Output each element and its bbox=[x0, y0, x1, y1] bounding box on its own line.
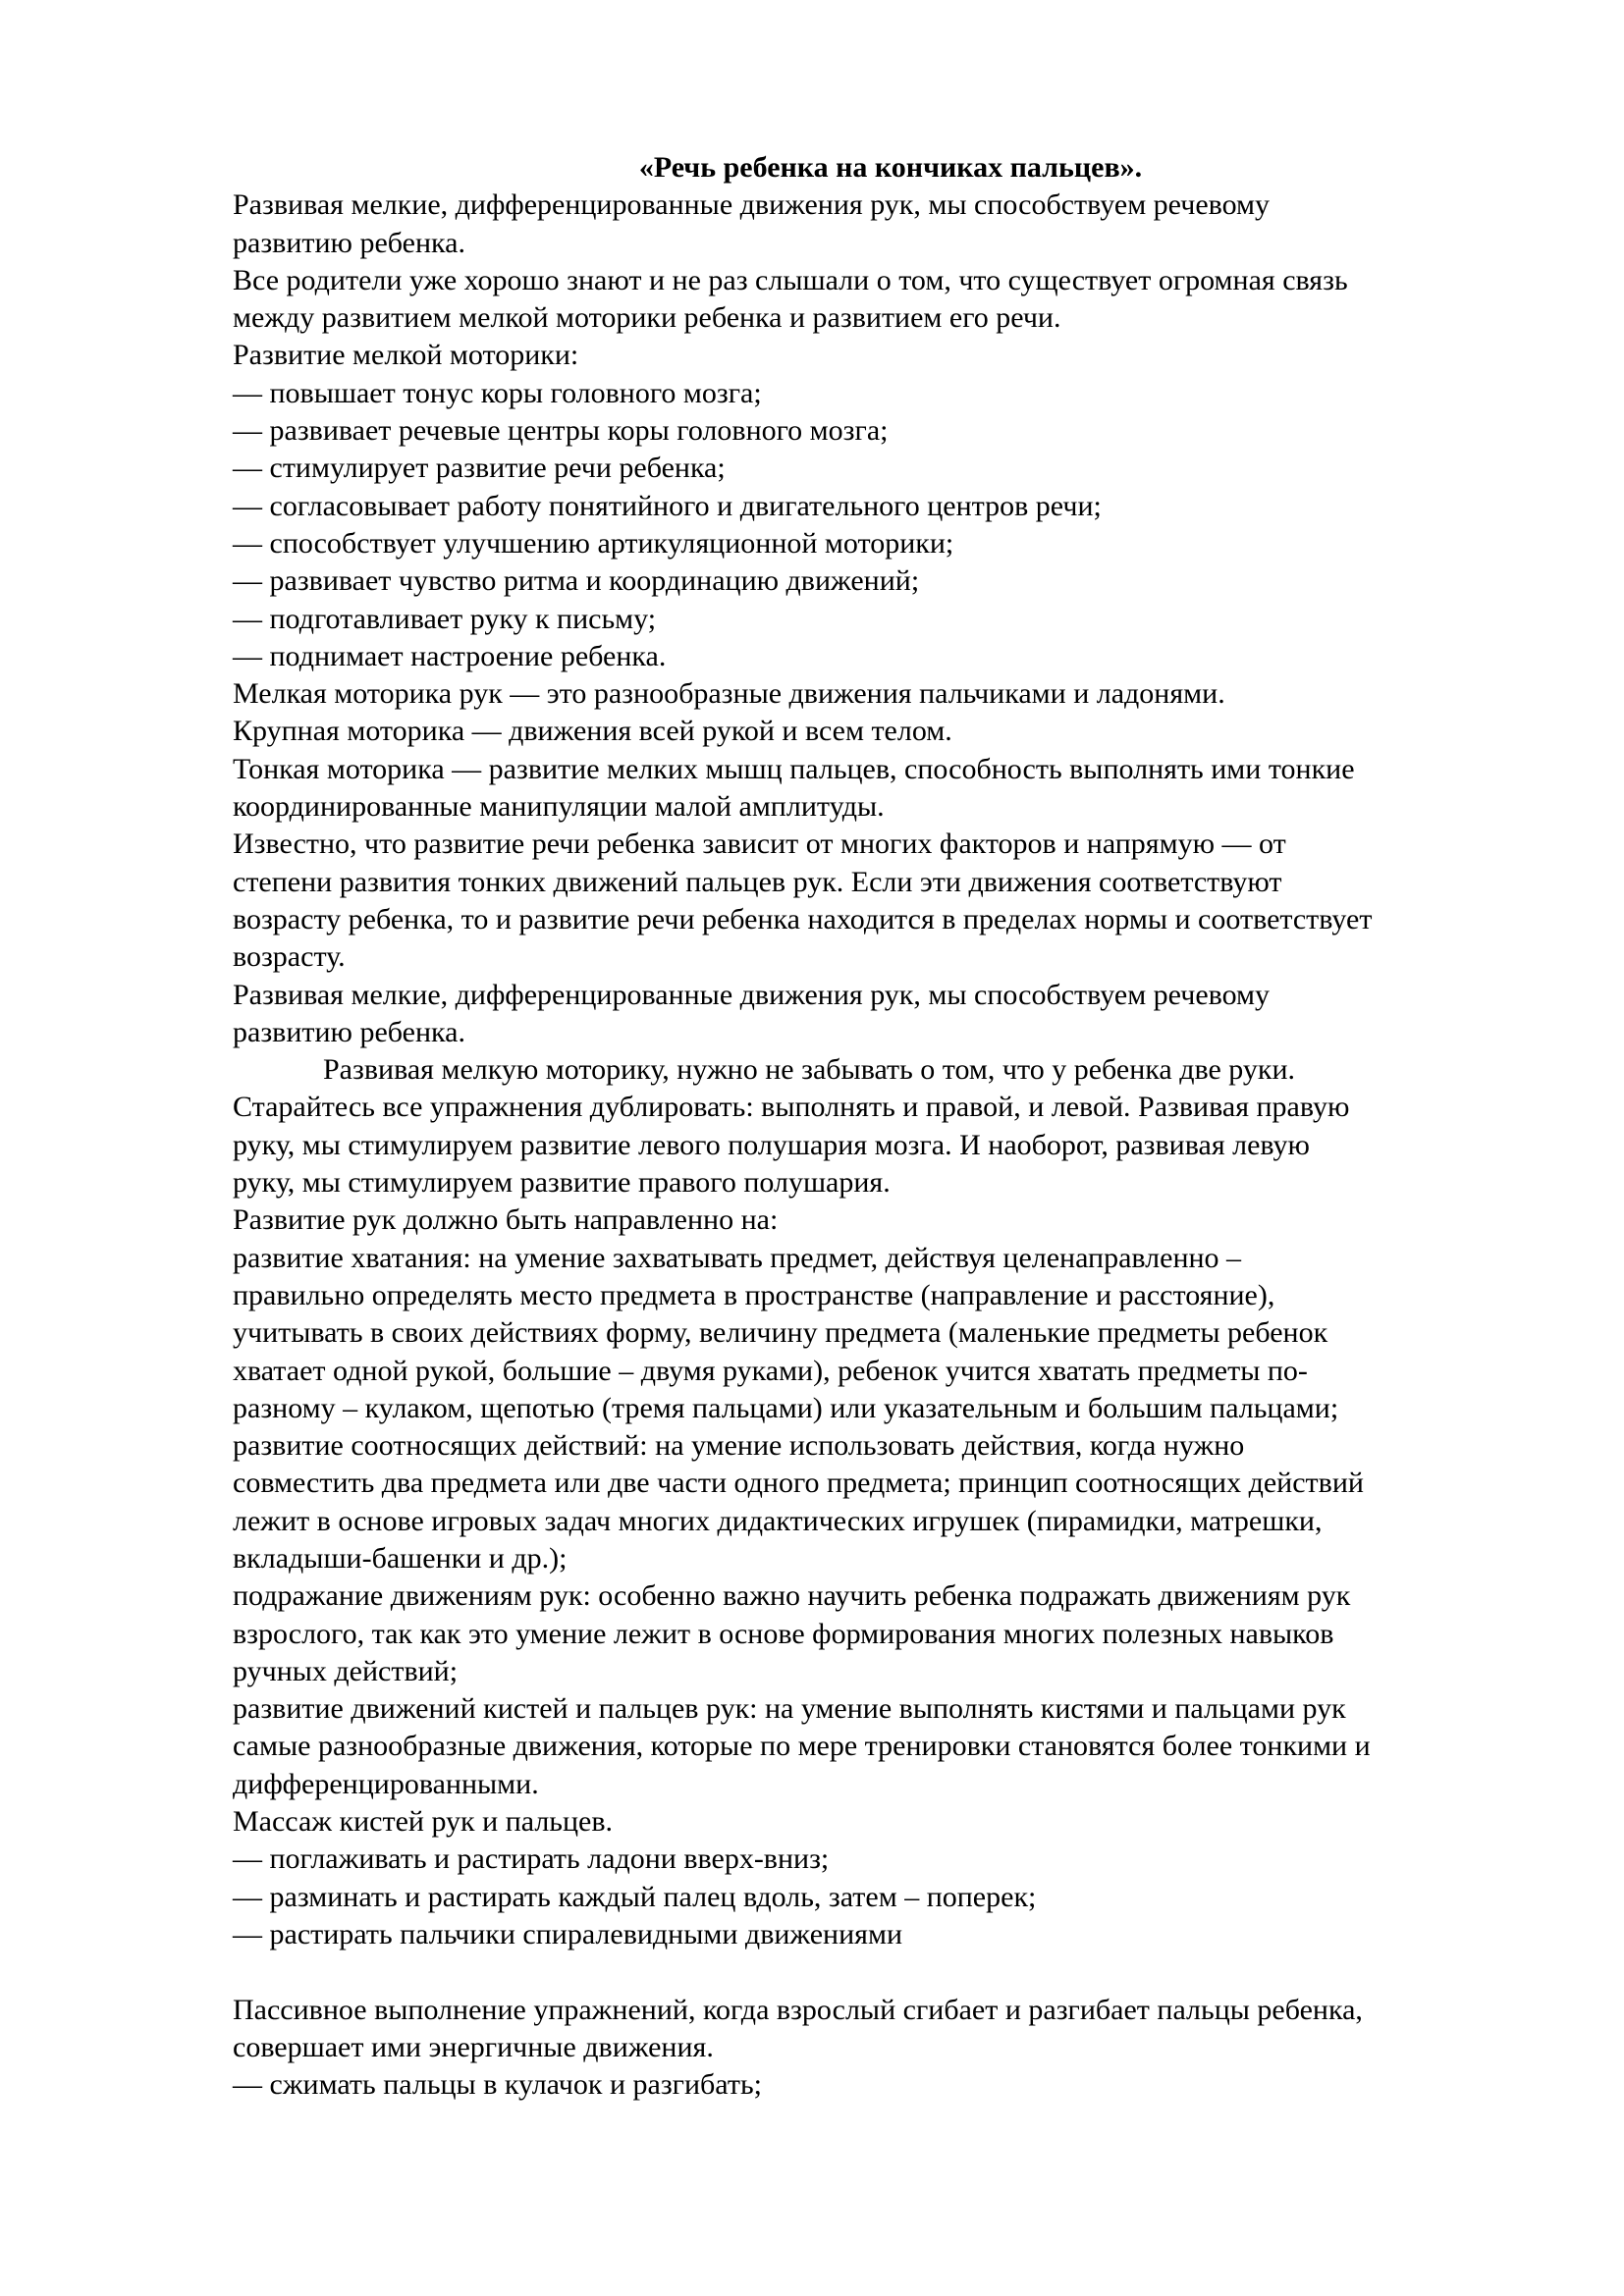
text-line: Развивая мелкие, дифференцированные движения рук, мы способствуем речевому bbox=[233, 978, 1271, 1011]
list-item: — сжимать пальцы в кулачок и разгибать; bbox=[233, 2068, 762, 2102]
text-line: дифференцированными. bbox=[233, 1767, 539, 1800]
document-title: «Речь ребенка на кончиках пальцев». bbox=[638, 151, 1143, 184]
text-line: возрасту. bbox=[233, 940, 346, 974]
text-line: ручных действий; bbox=[233, 1654, 459, 1687]
list-item: — согласовывает работу понятийного и двигательного центров речи; bbox=[233, 489, 1102, 522]
list-item: — способствует улучшению артикуляционной моторики; bbox=[233, 526, 954, 560]
text-line: Крупная моторика — движения всей рукой и всем телом. bbox=[233, 715, 952, 748]
list-item: — подготавливает руку к письму; bbox=[233, 602, 657, 635]
text-line: учитывать в своих действиях форму, величину предмета (маленькие предметы ребенок bbox=[233, 1316, 1328, 1350]
text-line: вкладыши-башенки и др.); bbox=[233, 1541, 568, 1575]
list-item: — стимулирует развитие речи ребенка; bbox=[233, 452, 726, 485]
text-line: Все родители уже хорошо знают и не раз слышали о том, что существует огромная связь bbox=[233, 263, 1348, 296]
text-line: руку, мы стимулируем развитие правого полушария. bbox=[233, 1166, 891, 1200]
text-line: лежит в основе игровых задач многих дидактических игрушек (пирамидки, матрешки, bbox=[233, 1504, 1323, 1537]
text-line: Массаж кистей рук и пальцев. bbox=[233, 1805, 614, 1839]
text-line: развитие движений кистей и пальцев рук: на умение выполнять кистями и пальцами рук bbox=[233, 1692, 1346, 1726]
text-line: подражание движениям рук: особенно важно научить ребенка подражать движениям рук bbox=[233, 1579, 1351, 1613]
text-line: Известно, что развитие речи ребенка зависит от многих факторов и напрямую — от bbox=[233, 828, 1286, 861]
text-line: развитию ребенка. bbox=[233, 1015, 465, 1048]
list-item: — растирать пальчики спиралевидными движениями bbox=[233, 1917, 903, 1950]
text-line: совершает ими энергичные движения. bbox=[233, 2030, 714, 2063]
text-line: возрасту ребенка, то и развитие речи ребенка находится в пределах нормы и соответствует bbox=[233, 902, 1373, 935]
text-line: между развитием мелкой моторики ребенка и развитием его речи. bbox=[233, 301, 1061, 335]
indented-text-line: Развивая мелкую моторику, нужно не забывать о том, что у ребенка две руки. bbox=[323, 1053, 1296, 1087]
text-line: хватает одной рукой, большие – двумя руками), ребенок учится хватать предметы по- bbox=[233, 1354, 1308, 1387]
text-line: Мелкая моторика рук — это разнообразные движения пальчиками и ладонями. bbox=[233, 677, 1225, 711]
list-item: — поднимает настроение ребенка. bbox=[233, 639, 667, 672]
text-line: самые разнообразные движения, которые по мере тренировки становятся более тонкими и bbox=[233, 1730, 1371, 1763]
text-line: совместить два предмета или две части одного предмета; принцип соотносящих действий bbox=[233, 1467, 1364, 1500]
text-line: координированные манипуляции малой амплитуды. bbox=[233, 790, 885, 824]
text-line: развитие соотносящих действий: на умение использовать действия, когда нужно bbox=[233, 1429, 1245, 1463]
list-item: — развивает речевые центры коры головного мозга; bbox=[233, 414, 889, 448]
text-line: разному – кулаком, щепотью (тремя пальцами) или указательным и большим пальцами; bbox=[233, 1391, 1339, 1424]
text-line: Пассивное выполнение упражнений, когда взрослый сгибает и разгибает пальцы ребенка, bbox=[233, 1993, 1363, 2026]
document-body bbox=[233, 149, 1539, 2104]
text-line: Тонкая моторика — развитие мелких мышц пальцев, способность выполнять ими тонкие bbox=[233, 752, 1355, 785]
text-line: руку, мы стимулируем развитие левого полушария мозга. И наоборот, развивая левую bbox=[233, 1128, 1310, 1161]
text-line: Старайтесь все упражнения дублировать: выполнять и правой, и левой. Развивая правую bbox=[233, 1091, 1350, 1124]
list-item: — поглаживать и растирать ладони вверх-вниз; bbox=[233, 1842, 830, 1876]
list-item: — разминать и растирать каждый палец вдоль, затем – поперек; bbox=[233, 1880, 1037, 1913]
text-line: развитию ребенка. bbox=[233, 226, 465, 259]
text-line: Развитие мелкой моторики: bbox=[233, 339, 579, 372]
text-line: правильно определять место предмета в пространстве (направление и расстояние), bbox=[233, 1278, 1275, 1311]
text-line: взрослого, так как это умение лежит в основе формирования многих полезных навыков bbox=[233, 1617, 1334, 1650]
list-item: — повышает тонус коры головного мозга; bbox=[233, 376, 762, 409]
text-line: развитие хватания: на умение захватывать предмет, действуя целенаправленно – bbox=[233, 1241, 1242, 1274]
blank-line bbox=[233, 1953, 1539, 1991]
text-line: Развитие рук должно быть направленно на: bbox=[233, 1203, 779, 1237]
list-item: — развивает чувство ритма и координацию движений; bbox=[233, 564, 920, 598]
text-line: степени развития тонких движений пальцев рук. Если эти движения соответствуют bbox=[233, 865, 1282, 898]
text-line: Развивая мелкие, дифференцированные движения рук, мы способствуем речевому bbox=[233, 188, 1271, 222]
